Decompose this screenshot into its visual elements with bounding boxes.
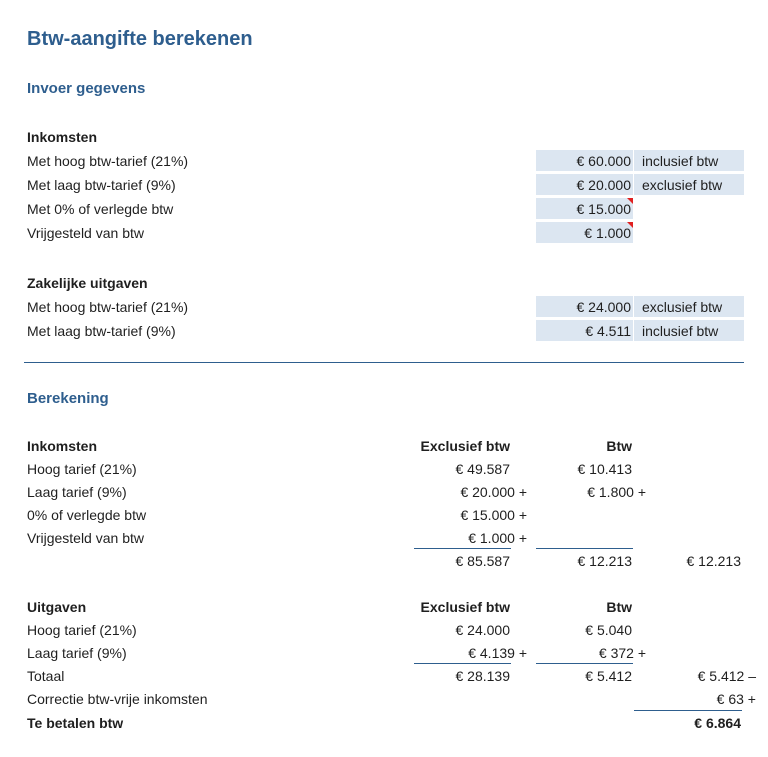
calc-income-col-excl-header: Exclusief btw: [420, 438, 510, 454]
input-expense-high-amount[interactable]: € 24.000: [536, 296, 633, 318]
calc-income-col-btw-header: Btw: [606, 438, 632, 454]
calc-expense-label-high: Hoog tarief (21%): [27, 622, 137, 638]
input-income-heading: Inkomsten: [27, 129, 98, 145]
sum-line: [536, 663, 633, 664]
calc-expenses-col-excl-header: Exclusief btw: [420, 599, 510, 615]
input-income-low-unit[interactable]: exclusief btw: [634, 174, 744, 196]
input-expenses-heading: Zakelijke uitgaven: [27, 275, 148, 291]
input-income-exempt-value: € 1.000: [584, 225, 631, 241]
sum-line: [414, 548, 511, 549]
input-income-label-zero: Met 0% of verlegde btw: [27, 201, 174, 217]
calc-expense-total-btw: € 5.412: [585, 668, 632, 684]
calc-expense-total-label: Totaal: [27, 668, 65, 684]
sum-line: [634, 710, 742, 711]
calc-income-low-btw: € 1.800 +: [587, 484, 646, 500]
input-expense-high-unit[interactable]: exclusief btw: [634, 296, 744, 318]
input-income-high-unit[interactable]: inclusief btw: [634, 150, 744, 172]
calc-expense-high-excl: € 24.000: [455, 622, 510, 638]
input-income-label-high: Met hoog btw-tarief (21%): [27, 153, 189, 169]
calc-expense-high-btw: € 5.040: [585, 622, 632, 638]
sum-line: [414, 663, 511, 664]
calc-income-label-low: Laag tarief (9%): [27, 484, 127, 500]
calc-income-total-result: € 12.213: [686, 553, 741, 569]
correction-value: € 63 +: [716, 691, 756, 707]
calc-expense-label-low: Laag tarief (9%): [27, 645, 127, 661]
calc-income-high-btw: € 10.413: [577, 461, 632, 477]
input-income-label-low: Met laag btw-tarief (9%): [27, 177, 176, 193]
calc-income-label-zero: 0% of verlegde btw: [27, 507, 147, 523]
pay-value: € 6.864: [694, 715, 741, 731]
calc-section-heading: Berekening: [27, 390, 109, 407]
input-income-low-amount[interactable]: € 20.000: [536, 174, 633, 196]
calc-income-zero-excl: € 15.000 +: [460, 507, 527, 523]
calc-income-label-exempt: Vrijgesteld van btw: [27, 530, 144, 546]
calc-expense-low-excl: € 4.139 +: [468, 645, 527, 661]
page-title: Btw-aangifte berekenen: [27, 28, 253, 50]
input-expense-low-amount[interactable]: € 4.511: [536, 320, 633, 342]
calc-income-label-high: Hoog tarief (21%): [27, 461, 137, 477]
calc-expense-total-excl: € 28.139: [455, 668, 510, 684]
calc-expense-total-result: € 5.412 –: [697, 668, 756, 684]
calc-expenses-col-btw-header: Btw: [606, 599, 632, 615]
calc-income-total-excl: € 85.587: [455, 553, 510, 569]
calc-expenses-heading: Uitgaven: [27, 599, 87, 615]
calc-income-total-btw: € 12.213: [577, 553, 632, 569]
section-divider: [24, 362, 744, 363]
input-income-high-amount[interactable]: € 60.000: [536, 150, 633, 172]
input-section-heading: Invoer gegevens: [27, 80, 146, 97]
comment-indicator-icon[interactable]: [627, 198, 633, 204]
correction-label: Correctie btw-vrije inkomsten: [27, 691, 208, 707]
comment-indicator-icon[interactable]: [627, 222, 633, 228]
input-income-zero-value: € 15.000: [576, 201, 631, 217]
calc-income-heading: Inkomsten: [27, 438, 98, 454]
input-expense-label-high: Met hoog btw-tarief (21%): [27, 299, 189, 315]
pay-label: Te betalen btw: [27, 715, 124, 731]
input-expense-label-low: Met laag btw-tarief (9%): [27, 323, 176, 339]
input-income-zero-amount[interactable]: [536, 198, 633, 220]
input-income-exempt-amount[interactable]: [536, 222, 633, 244]
sum-line: [536, 548, 633, 549]
calc-income-high-excl: € 49.587: [455, 461, 510, 477]
input-expense-low-unit[interactable]: inclusief btw: [634, 320, 744, 342]
calc-expense-low-btw: € 372 +: [598, 645, 646, 661]
input-income-label-exempt: Vrijgesteld van btw: [27, 225, 144, 241]
calc-income-low-excl: € 20.000 +: [460, 484, 527, 500]
calc-income-exempt-excl: € 1.000 +: [468, 530, 527, 546]
